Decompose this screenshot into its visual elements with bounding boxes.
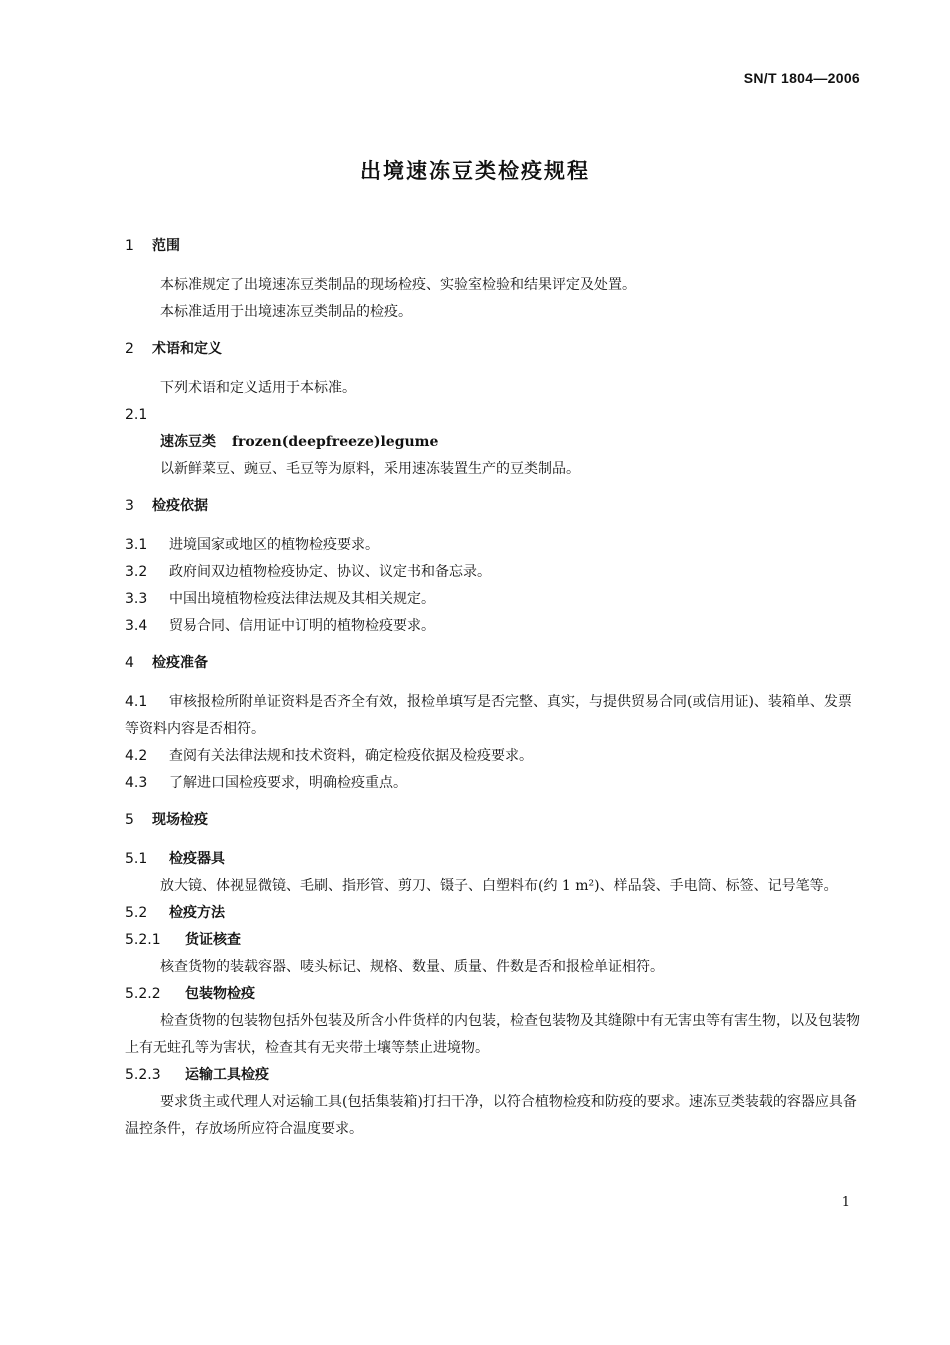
section-heading xyxy=(125,338,860,358)
subsubsection-number: 5.2.3 xyxy=(125,1067,161,1083)
section-title: 现场检疫 xyxy=(152,812,208,828)
section-title: 范围 xyxy=(152,238,180,254)
standard-code: SN/T 1804—2006 xyxy=(743,70,860,86)
term-english: frozen(deepfreeze)legume xyxy=(232,434,439,450)
term-number: 2.1 xyxy=(125,407,148,423)
section-heading xyxy=(125,495,860,515)
clause-number: 3.1 xyxy=(125,537,148,553)
clause-text: 审核报检所附单证资料是否齐全有效，报检单填写是否完整、真实，与提供贸易合同(或信用证)、装箱单、发票等资料内容是否相符。 xyxy=(125,694,852,737)
section-heading xyxy=(125,235,860,255)
clause-text: 了解进口国检疫要求，明确检疫重点。 xyxy=(169,775,407,791)
clause xyxy=(125,613,860,640)
subsection-title: 检疫器具 xyxy=(169,851,225,867)
clause-text: 查阅有关法律法规和技术资料，确定检疫依据及检疫要求。 xyxy=(169,748,533,764)
clause xyxy=(125,743,860,770)
clause-number: 3.4 xyxy=(125,618,148,634)
paragraph: 检查货物的包装物包括外包装及所含小件货样的内包装，检查包装物及其缝隙中有无害虫等有害生物，以及包装物上有无蛀孔等为害状，检查其有无夹带土壤等禁止进境物。 xyxy=(125,1013,860,1056)
term-chinese: 速冻豆类 xyxy=(160,434,216,450)
clause xyxy=(125,770,860,797)
subsubsection-title: 包装物检疫 xyxy=(185,986,255,1002)
term-definition: 以新鲜菜豆、豌豆、毛豆等为原料，采用速冻装置生产的豆类制品。 xyxy=(160,461,580,477)
paragraph: 核查货物的装载容器、唛头标记、规格、数量、质量、件数是否和报检单证相符。 xyxy=(160,959,664,975)
paragraph: 本标准规定了出境速冻豆类制品的现场检疫、实验室检验和结果评定及处置。 xyxy=(160,277,636,293)
section-number: 2 xyxy=(125,341,134,357)
clause-number: 3.2 xyxy=(125,564,148,580)
clause-text: 进境国家或地区的植物检疫要求。 xyxy=(169,537,379,553)
clause-text: 贸易合同、信用证中订明的植物检疫要求。 xyxy=(169,618,435,634)
section-number: 5 xyxy=(125,812,134,828)
paragraph: 本标准适用于出境速冻豆类制品的检疫。 xyxy=(160,304,412,320)
subsection-number: 5.1 xyxy=(125,851,148,867)
subsection-heading xyxy=(125,900,860,927)
section-title: 检疫准备 xyxy=(152,655,208,671)
subsection-heading xyxy=(125,846,860,873)
subsubsection-title: 货证核查 xyxy=(185,932,241,948)
document-body xyxy=(125,235,860,1143)
subsubsection-heading xyxy=(125,981,860,1008)
section-heading xyxy=(125,809,860,829)
subsection-number: 5.2 xyxy=(125,905,148,921)
subsubsection-heading xyxy=(125,927,860,954)
clause-number: 4.2 xyxy=(125,748,148,764)
clause xyxy=(125,586,860,613)
paragraph: 下列术语和定义适用于本标准。 xyxy=(160,380,356,396)
clause-number: 4.3 xyxy=(125,775,148,791)
clause xyxy=(125,689,860,743)
term-entry xyxy=(125,429,860,456)
subsubsection-number: 5.2.2 xyxy=(125,986,161,1002)
clause xyxy=(125,532,860,559)
document-title: 出境速冻豆类检疫规程 xyxy=(360,159,590,183)
subsection-title: 检疫方法 xyxy=(169,905,225,921)
clause-text: 政府间双边植物检疫协定、协议、议定书和备忘录。 xyxy=(169,564,491,580)
section-number: 1 xyxy=(125,238,134,254)
clause xyxy=(125,559,860,586)
clause-number: 3.3 xyxy=(125,591,148,607)
page-number: 1 xyxy=(841,1195,850,1210)
section-heading xyxy=(125,652,860,672)
subsubsection-number: 5.2.1 xyxy=(125,932,161,948)
section-title: 术语和定义 xyxy=(152,341,222,357)
paragraph: 放大镜、体视显微镜、毛刷、指形管、剪刀、镊子、白塑料布(约 1 m²)、样品袋、手电筒、标签、记号笔等。 xyxy=(160,878,838,894)
paragraph: 要求货主或代理人对运输工具(包括集装箱)打扫干净，以符合植物检疫和防疫的要求。速冻豆类装载的容器应具备温控条件，存放场所应符合温度要求。 xyxy=(125,1094,857,1137)
section-number: 3 xyxy=(125,498,134,514)
clause-text: 中国出境植物检疫法律法规及其相关规定。 xyxy=(169,591,435,607)
section-number: 4 xyxy=(125,655,134,671)
section-title: 检疫依据 xyxy=(152,498,208,514)
subsubsection-title: 运输工具检疫 xyxy=(185,1067,269,1083)
subsubsection-heading xyxy=(125,1062,860,1089)
clause-number: 4.1 xyxy=(125,694,148,710)
